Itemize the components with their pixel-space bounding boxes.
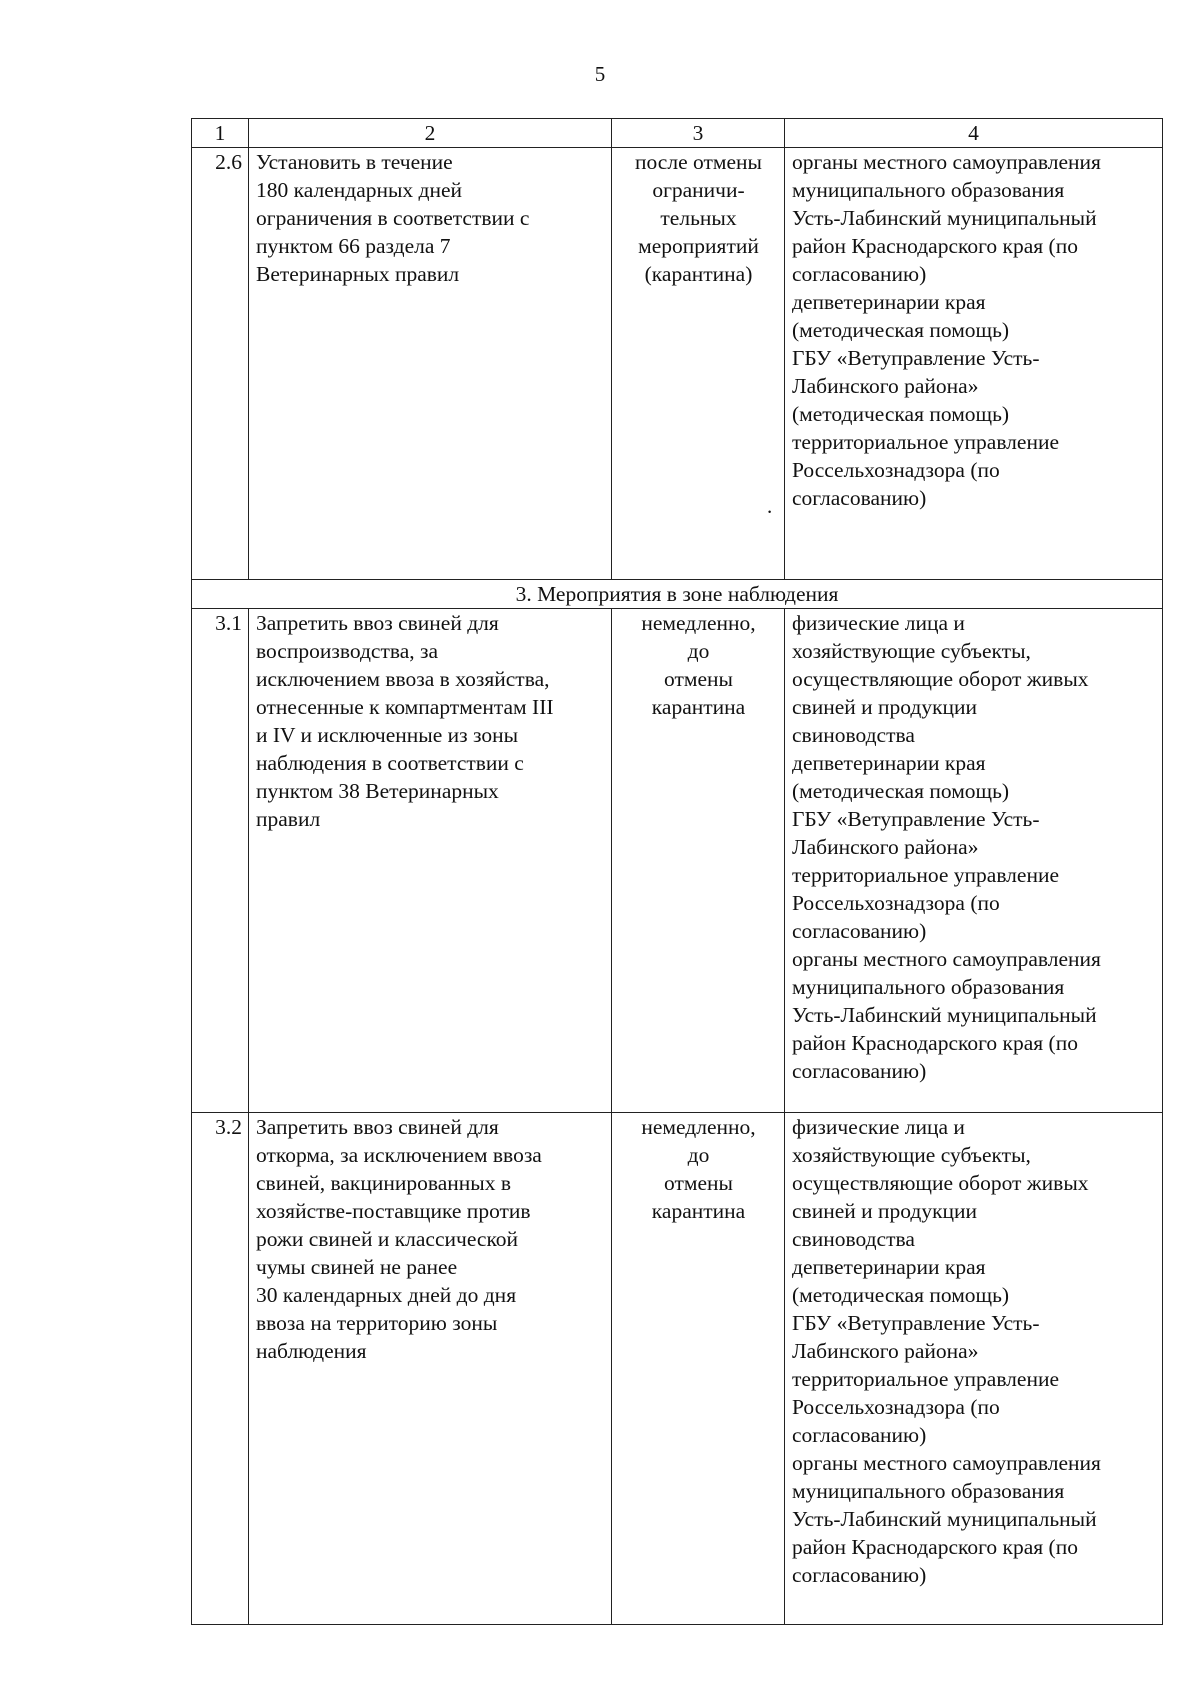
action-line: свиней, вакцинированных в — [256, 1171, 512, 1195]
responsible-line: Лабинского района» — [792, 835, 979, 859]
action-cell — [249, 1113, 612, 1625]
timing-line: карантина — [651, 695, 746, 719]
responsible-line: Лабинского района» — [792, 1339, 979, 1363]
action-line: ограничения в соответствии с — [256, 206, 530, 230]
responsible-line: ГБУ «Ветуправление Усть- — [792, 346, 1040, 370]
responsible-line: органы местного самоуправления — [792, 150, 1101, 174]
responsible-line: (методическая помощь) — [792, 402, 1010, 426]
action-line: 30 календарных дней до дня — [256, 1283, 517, 1307]
header-cell-4: 4 — [785, 119, 1163, 148]
responsible-line: свиней и продукции — [792, 695, 978, 719]
header-cell-1: 1 — [192, 119, 249, 148]
action-line: хозяйстве-поставщике против — [256, 1199, 531, 1223]
action-line: откорма, за исключением ввоза — [256, 1143, 542, 1167]
timing-line: карантина — [651, 1199, 746, 1223]
responsible-line: территориальное управление — [792, 1367, 1060, 1391]
action-line: воспроизводства, за — [256, 639, 439, 663]
timing-cell — [612, 1113, 785, 1625]
row-number: 3.1 — [192, 609, 249, 1113]
timing-line: до — [687, 1143, 710, 1167]
table-row-3-1 — [192, 609, 1163, 1113]
responsible-line: осуществляющие оборот живых — [792, 1171, 1089, 1195]
responsible-line: физические лица и — [792, 611, 965, 635]
responsible-line: депветеринарии края — [792, 751, 986, 775]
section-heading-row — [192, 580, 1163, 609]
responsible-line: муниципального образования — [792, 975, 1065, 999]
responsible-line: Усть-Лабинский муниципальный — [792, 206, 1097, 230]
action-line: правил — [256, 807, 321, 831]
action-line: исключением ввоза в хозяйства, — [256, 667, 550, 691]
responsible-line: осуществляющие оборот живых — [792, 667, 1089, 691]
responsible-line: свиней и продукции — [792, 1199, 978, 1223]
responsible-line: органы местного самоуправления — [792, 947, 1101, 971]
row-number: 2.6 — [192, 148, 249, 580]
responsible-line: Россельхознадзора (по — [792, 458, 1000, 482]
timing-line: немедленно, — [641, 611, 756, 635]
responsible-line: согласованию) — [792, 1059, 927, 1083]
row-number: 3.2 — [192, 1113, 249, 1625]
action-line: наблюдения — [256, 1339, 367, 1363]
timing-line: мероприятий — [638, 234, 759, 258]
responsible-line: муниципального образования — [792, 1479, 1065, 1503]
responsible-line: Усть-Лабинский муниципальный — [792, 1507, 1097, 1531]
header-cell-3: 3 — [612, 119, 785, 148]
responsible-line: Россельхознадзора (по — [792, 891, 1000, 915]
responsible-cell — [785, 609, 1163, 1113]
action-cell — [249, 148, 612, 580]
timing-line: отмены — [664, 667, 733, 691]
responsible-cell — [785, 148, 1163, 580]
action-line: Ветеринарных правил — [256, 262, 460, 286]
timing-line: отмены — [664, 1171, 733, 1195]
responsible-line: район Краснодарского края (по — [792, 1535, 1078, 1559]
timing-line: тельных — [660, 206, 737, 230]
page-number: 5 — [594, 62, 606, 86]
header-cell-2: 2 — [249, 119, 612, 148]
action-line: пунктом 38 Ветеринарных — [256, 779, 499, 803]
responsible-line: (методическая помощь) — [792, 1283, 1010, 1307]
responsible-line: депветеринарии края — [792, 290, 986, 314]
action-line: отнесенные к компартментам III — [256, 695, 554, 719]
responsible-line: физические лица и — [792, 1115, 965, 1139]
timing-line: (карантина) — [644, 262, 753, 286]
table-row-3-2 — [192, 1113, 1163, 1625]
action-line: и IV и исключенные из зоны — [256, 723, 519, 747]
responsible-line: район Краснодарского края (по — [792, 1031, 1078, 1055]
responsible-line: согласованию) — [792, 919, 927, 943]
action-line: 180 календарных дней — [256, 178, 463, 202]
responsible-line: согласованию) — [792, 1563, 927, 1587]
timing-line: после отмены — [635, 150, 762, 174]
responsible-line: (методическая помощь) — [792, 779, 1010, 803]
responsible-line: ГБУ «Ветуправление Усть- — [792, 807, 1040, 831]
responsible-line: согласованию) — [792, 486, 927, 510]
responsible-line: (методическая помощь) — [792, 318, 1010, 342]
responsible-line: муниципального образования — [792, 178, 1065, 202]
action-cell — [249, 609, 612, 1113]
responsible-line: согласованию) — [792, 262, 927, 286]
timing-line: до — [687, 639, 710, 663]
responsible-line: хозяйствующие субъекты, — [792, 639, 1031, 663]
stray-mark: . — [767, 494, 773, 518]
action-line: Запретить ввоз свиней для — [256, 611, 499, 635]
responsible-line: район Краснодарского края (по — [792, 234, 1078, 258]
action-line: Запретить ввоз свиней для — [256, 1115, 499, 1139]
action-line: ввоза на территорию зоны — [256, 1311, 498, 1335]
action-line: чумы свиней не ранее — [256, 1255, 458, 1279]
table-header-row — [192, 119, 1163, 148]
responsible-line: территориальное управление — [792, 863, 1060, 887]
timing-cell — [612, 609, 785, 1113]
responsible-line: согласованию) — [792, 1423, 927, 1447]
timing-line: ограничи- — [652, 178, 745, 202]
action-line: наблюдения в соответствии с — [256, 751, 524, 775]
action-line: Установить в течение — [256, 150, 453, 174]
timing-line: немедленно, — [641, 1115, 756, 1139]
responsible-line: Усть-Лабинский муниципальный — [792, 1003, 1097, 1027]
table-row-2-6 — [192, 148, 1163, 580]
timing-cell — [612, 148, 785, 580]
responsible-line: ГБУ «Ветуправление Усть- — [792, 1311, 1040, 1335]
responsible-line: территориальное управление — [792, 430, 1060, 454]
responsible-line: Лабинского района» — [792, 374, 979, 398]
responsible-line: свиноводства — [792, 723, 915, 747]
responsible-line: депветеринарии края — [792, 1255, 986, 1279]
action-line: пунктом 66 раздела 7 — [256, 234, 451, 258]
responsible-line: свиноводства — [792, 1227, 915, 1251]
measures-table — [191, 118, 1163, 1625]
responsible-cell — [785, 1113, 1163, 1625]
responsible-line: Россельхознадзора (по — [792, 1395, 1000, 1419]
responsible-line: хозяйствующие субъекты, — [792, 1143, 1031, 1167]
responsible-line: органы местного самоуправления — [792, 1451, 1101, 1475]
section-title: 3. Мероприятия в зоне наблюдения — [192, 580, 1163, 609]
action-line: рожи свиней и классической — [256, 1227, 519, 1251]
